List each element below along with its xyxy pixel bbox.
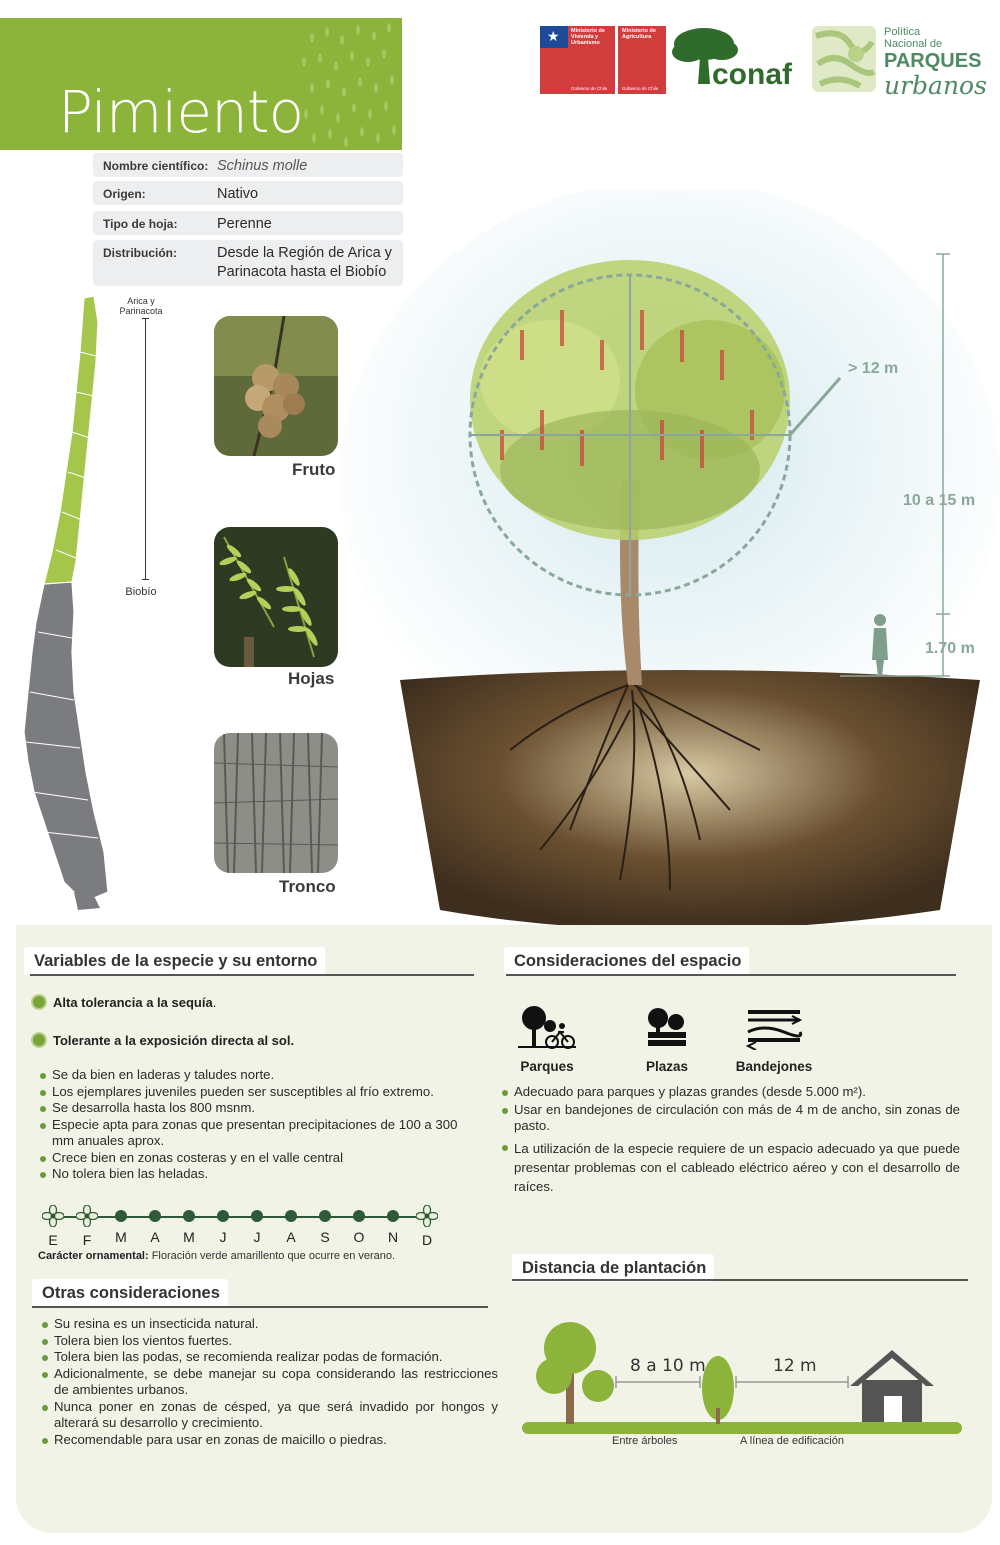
month-label: D (421, 1232, 433, 1248)
canopy-width-label: > 12 m (848, 360, 899, 377)
person-height-label: 1.70 m (925, 640, 975, 657)
photo-fruto (214, 316, 338, 456)
list-item: Adecuado para parques y plazas grandes (desde 5.000 m²). (500, 1084, 960, 1101)
info-row-tipo-hoja: Tipo de hoja: Perenne (93, 211, 403, 235)
month (110, 1203, 132, 1245)
label-to-building: A línea de edificación (740, 1435, 844, 1447)
distance-to-building: 12 m (773, 1356, 817, 1376)
month-dot (319, 1210, 331, 1222)
tree-illustration (340, 190, 1000, 930)
espacio-list (500, 1084, 960, 1196)
month (382, 1203, 404, 1245)
list-item: Nunca poner en zonas de césped, ya que será invadido por hongos y alterará su desarrollo y crecimiento. (40, 1399, 498, 1432)
month-label: M (183, 1229, 195, 1245)
month-label: A (286, 1229, 296, 1245)
trunk-image (214, 733, 338, 873)
park-map-icon (810, 24, 878, 94)
fruit-image (214, 316, 338, 456)
month-label: S (320, 1229, 330, 1245)
space-bandejones: Bandejones (734, 1004, 814, 1074)
photo-label-tronco: Tronco (279, 877, 336, 896)
month-dot (115, 1210, 127, 1222)
section-title-otras: Otras consideraciones (32, 1279, 228, 1307)
label-between-trees: Entre árboles (612, 1435, 678, 1447)
space-parques: Parques (507, 1004, 587, 1074)
month-flowering (42, 1203, 64, 1248)
month (246, 1203, 268, 1245)
chile-distribution-map (14, 292, 112, 912)
title-banner (0, 18, 402, 150)
month-label: J (219, 1229, 227, 1245)
plaza-icon (642, 1004, 692, 1050)
info-row-nombre: Nombre científico: Schinus molle (93, 153, 403, 177)
month-label: O (353, 1229, 365, 1245)
tree-height-label: 10 a 15 m (903, 492, 976, 509)
section-rule (30, 974, 474, 976)
month-label: J (253, 1229, 261, 1245)
variables-list (38, 1067, 478, 1183)
month-flowering (416, 1203, 438, 1248)
info-row-origen: Origen: Nativo (93, 181, 403, 205)
month-label: E (48, 1232, 58, 1248)
month-label: F (82, 1232, 92, 1248)
highlight-sol: Tolerante a la exposición directa al sol. (33, 1033, 294, 1048)
svg-text:conaf: conaf (712, 58, 793, 91)
list-item: Su resina es un insecticida natural. (40, 1316, 498, 1333)
photo-tronco (214, 733, 338, 873)
list-item: Crece bien en zonas costeras y en el valle central (38, 1150, 478, 1167)
month-dot (387, 1210, 399, 1222)
flower-icon (76, 1205, 98, 1227)
otras-list (40, 1316, 498, 1448)
month (280, 1203, 302, 1245)
ppu-logo: Política Nacional de PARQUES urbanos (810, 24, 990, 100)
photo-label-fruto: Fruto (292, 460, 336, 479)
section-title-distancia: Distancia de plantación (512, 1254, 714, 1282)
list-item: Recomendable para usar en zonas de maicillo o piedras. (40, 1432, 498, 1449)
month-dot (183, 1210, 195, 1222)
logo-ministerio-agricultura: Ministerio de Agricultura Gobierno de Chile (618, 26, 666, 94)
flower-icon (42, 1205, 64, 1227)
section-title-variables: Variables de la especie y su entorno (24, 947, 325, 975)
month (144, 1203, 166, 1245)
info-row-distribucion: Distribución: Desde la Región de Arica y Parinacota hasta el Biobío (93, 240, 403, 286)
month-dot (217, 1210, 229, 1222)
photo-label-hojas: Hojas (288, 669, 335, 688)
list-item: Especie apta para zonas que presentan precipitaciones de 100 a 300 mm anuales aprox. (38, 1117, 478, 1150)
section-rule (512, 1279, 968, 1281)
dot-pattern-decoration (292, 18, 402, 150)
median-icon (744, 1004, 804, 1050)
flower-icon (416, 1205, 438, 1227)
month-dot (149, 1210, 161, 1222)
logo-ministerio-vivienda: ★ Ministerio de Vivienda y Urbanismo Gobierno de Chile (540, 26, 615, 94)
map-label-south: Biobío (125, 586, 157, 598)
park-icon (514, 1004, 580, 1050)
page-title: Pimiento (58, 78, 304, 146)
list-item: Los ejemplares juveniles pueden ser susceptibles al frío extremo. (38, 1084, 478, 1101)
month-label: N (387, 1229, 399, 1245)
month-dot (251, 1210, 263, 1222)
distance-between-trees: 8 a 10 m (630, 1356, 706, 1376)
list-item: Se da bien en laderas y taludes norte. (38, 1067, 478, 1084)
conaf-logo (670, 24, 804, 94)
planting-diagram (520, 1318, 970, 1438)
list-item: Tolera bien las podas, se recomienda realizar podas de formación. (40, 1349, 498, 1366)
month (314, 1203, 336, 1245)
section-rule (32, 1306, 488, 1308)
leaves-image (214, 527, 338, 667)
section-title-espacio: Consideraciones del espacio (504, 947, 749, 975)
map-range-bracket (145, 318, 147, 580)
flowering-calendar (38, 1203, 448, 1248)
list-item: La utilización de la especie requiere de un espacio adecuado ya que puede presentar problemas con el cableado eléctrico aéreo y con el desarrollo de raíces. (500, 1139, 960, 1196)
ornamental-note: Carácter ornamental: Floración verde amarillento que ocurre en verano. (38, 1250, 396, 1262)
month (212, 1203, 234, 1245)
list-item: Tolera bien los vientos fuertes. (40, 1333, 498, 1350)
planting-distance-diagram (520, 1318, 970, 1453)
list-item: Se desarrolla hasta los 800 msnm. (38, 1100, 478, 1117)
month-dot (285, 1210, 297, 1222)
month-label: A (150, 1229, 160, 1245)
section-rule (506, 974, 956, 976)
list-item: Usar en bandejones de circulación con más de 4 m de ancho, sin zonas de pasto. (500, 1102, 960, 1135)
photo-hojas (214, 527, 338, 667)
list-item: No tolera bien las heladas. (38, 1166, 478, 1183)
list-item: Adicionalmente, se debe manejar su copa considerando las restricciones de ambientes urbanos. (40, 1366, 498, 1399)
space-plazas: Plazas (627, 1004, 707, 1074)
tree-drawing (340, 190, 1000, 930)
month-dot (353, 1210, 365, 1222)
highlight-sequia: Alta tolerancia a la sequía. (33, 995, 216, 1010)
month-flowering (76, 1203, 98, 1248)
month (348, 1203, 370, 1245)
month (178, 1203, 200, 1245)
map-label-north: Arica y Parinacota (119, 296, 163, 316)
month-label: M (115, 1229, 127, 1245)
